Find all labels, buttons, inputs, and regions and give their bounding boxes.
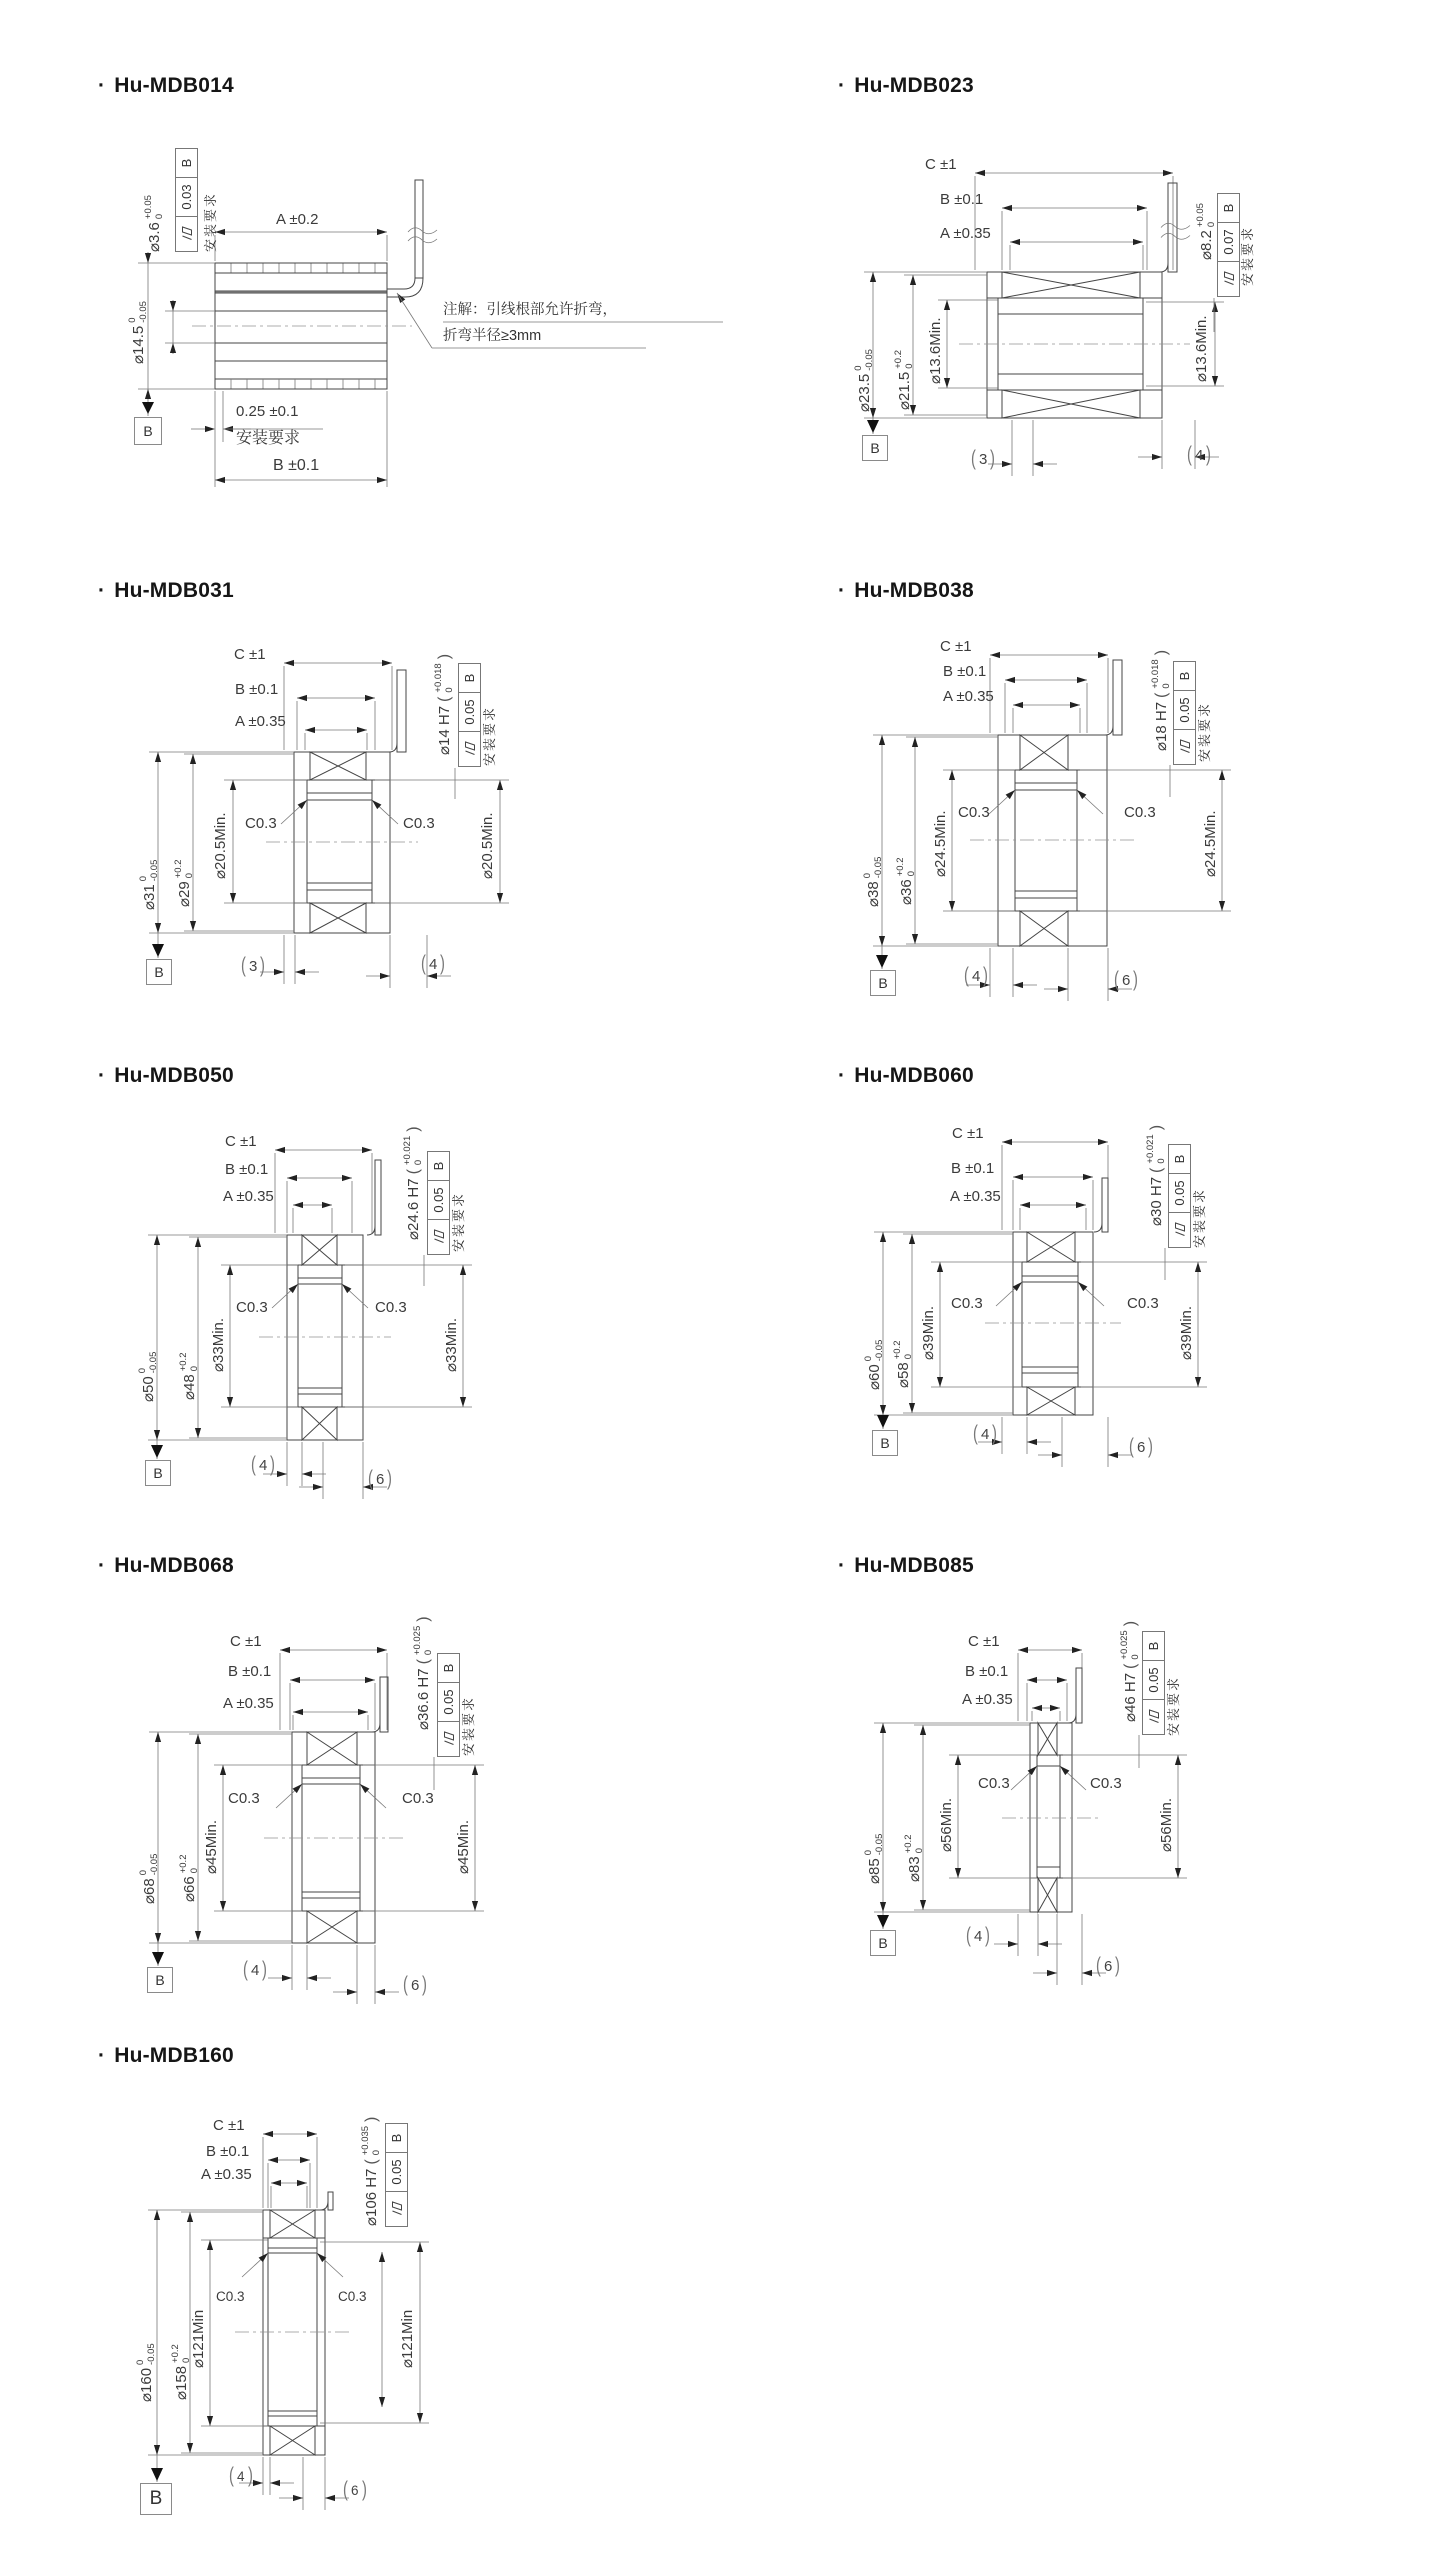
bore-min-label: ⌀20.5Min.	[212, 812, 229, 879]
dim-a-label: A ±0.35	[962, 1691, 1013, 1708]
ref-right: ( 6 )	[403, 1973, 428, 1996]
chamfer-left-label: C0.3	[978, 1775, 1010, 1792]
install-note: 安装要求	[1192, 1187, 1207, 1248]
chamfer-left-label: C0.3	[951, 1295, 983, 1312]
inner-dia-label: ⌀36 +0.2 0	[895, 857, 917, 905]
model-title: · Hu-MDB068	[98, 1554, 234, 1577]
parallelism-icon	[175, 216, 198, 252]
datum-b-box: B	[862, 435, 888, 461]
chamfer-right-label: C0.3	[338, 2289, 367, 2304]
bore-min-label-right: ⌀56Min.	[1158, 1797, 1175, 1852]
panel-hu-mdb050	[70, 1050, 710, 1555]
dim-c-label: C ±1	[230, 1633, 262, 1650]
model-title: · Hu-MDB031	[98, 579, 234, 602]
datum-b-box: B	[147, 1967, 173, 1993]
bore-min-label-right: ⌀45Min.	[455, 1819, 472, 1874]
datum-b-box: B	[870, 970, 896, 996]
dim-b-label: B ±0.1	[965, 1663, 1009, 1680]
model-title: · Hu-MDB038	[838, 579, 974, 602]
parallelism-icon	[437, 1721, 460, 1757]
dim-b-label: B ±0.1	[228, 1663, 272, 1680]
ref-left: ( 3 )	[971, 447, 996, 470]
dim-a-label: A ±0.2	[276, 211, 319, 228]
install-note: 安装要求	[1240, 225, 1255, 286]
install-note: 安装要求	[451, 1191, 466, 1252]
bore-min-label: ⌀121Min	[190, 2309, 207, 2368]
feature-control-frame: 0.05 B	[1168, 1145, 1191, 1248]
panel-hu-mdb060	[810, 1050, 1440, 1555]
dim-b-label: B ±0.1	[235, 681, 279, 698]
outer-dia-label: ⌀160 0 -0.05	[135, 2343, 157, 2402]
ref-right: ( 6 )	[1096, 1954, 1121, 1977]
bore-min-label: ⌀24.5Min.	[932, 810, 949, 877]
chamfer-right-label: C0.3	[1090, 1775, 1122, 1792]
dim-a-label: A ±0.35	[950, 1188, 1001, 1205]
outer-dia-label: ⌀14.5 0 -0.05	[127, 301, 149, 364]
parallelism-icon	[385, 2191, 408, 2227]
feature-control-frame: 0.05 B	[385, 2124, 408, 2227]
install-note: 安装要求	[461, 1695, 476, 1756]
chamfer-left-label: C0.3	[216, 2289, 245, 2304]
feature-control-frame	[175, 149, 198, 252]
ref-right: ( 4 )	[1187, 443, 1212, 466]
dim-c-label: C ±1	[234, 646, 266, 663]
install-note-bottom: 安装要求	[236, 430, 301, 447]
model-title: · Hu-MDB085	[838, 1554, 974, 1577]
parallelism-icon	[1168, 1212, 1191, 1248]
chamfer-right-label: C0.3	[403, 815, 435, 832]
bore-min-label-right: ⌀33Min.	[443, 1317, 460, 1372]
panel-hu-mdb085	[810, 1540, 1440, 2045]
bore-min-label-right: ⌀39Min.	[1178, 1305, 1195, 1360]
bore-min-label: ⌀39Min.	[920, 1305, 937, 1360]
shaft-dia-label: ⌀14 H7 ( +0.018 0 )	[433, 653, 455, 755]
parallelism-icon	[427, 1219, 450, 1255]
ref-right: ( 6 )	[1114, 968, 1139, 991]
dim-c-label: C ±1	[925, 156, 957, 173]
panel-hu-mdb023	[810, 60, 1440, 560]
feature-control-frame: 0.05 B	[458, 664, 481, 767]
dim-a-label: A ±0.35	[201, 2166, 252, 2183]
ref-left: ( 4 )	[229, 2464, 253, 2487]
dim-b-label: B ±0.1	[273, 457, 320, 474]
bore-min-label: ⌀33Min.	[210, 1317, 227, 1372]
ref-right: ( 6 )	[1129, 1435, 1154, 1458]
hu-mdb023-drawing	[810, 60, 1440, 560]
dim-b-label: B ±0.1	[943, 663, 987, 680]
fcf-tolerance: 0.03	[175, 177, 198, 217]
install-note: 安装要求	[1197, 701, 1212, 762]
chamfer-right-label: C0.3	[375, 1299, 407, 1316]
dim-a-label: A ±0.35	[235, 713, 286, 730]
datum-b-box: B	[870, 1930, 896, 1956]
bore-min-label-right: ⌀20.5Min.	[479, 812, 496, 879]
inner-dia-label: ⌀21.5 +0.2 0	[893, 350, 915, 410]
feature-control-frame: 0.05 B	[427, 1152, 450, 1255]
bullet: ·	[98, 74, 106, 97]
ref-left: ( 4 )	[243, 1958, 268, 1981]
outer-dia-label: ⌀31 0 -0.05	[138, 859, 160, 910]
parallelism-icon	[1217, 261, 1240, 297]
chamfer-left-label: C0.3	[958, 804, 990, 821]
outer-dia-label: ⌀50 0 -0.05	[137, 1351, 159, 1402]
lead-dia-label: ⌀3.6 +0.05 0	[143, 195, 165, 252]
outer-dia-label: ⌀23.5 0 -0.05	[853, 349, 875, 412]
dim-a-label: A ±0.35	[223, 1188, 274, 1205]
hu-mdb085-drawing	[810, 1540, 1440, 2045]
chamfer-left-label: C0.3	[245, 815, 277, 832]
dim-a-label: A ±0.35	[940, 225, 991, 242]
dim-c-label: C ±1	[952, 1125, 984, 1142]
panel-hu-mdb014	[70, 60, 730, 560]
bore-min-label-right: ⌀121Min	[399, 2309, 416, 2368]
shaft-dia-label: ⌀8.2 +0.05 0	[1195, 203, 1217, 260]
chamfer-left-label: C0.3	[236, 1299, 268, 1316]
outer-dia-label: ⌀85 0 -0.05	[863, 1833, 885, 1884]
lead-note-line2: 折弯半径≥3mm	[443, 328, 542, 344]
dim-b-label: B ±0.1	[225, 1161, 269, 1178]
parallelism-icon	[1173, 729, 1196, 765]
chamfer-right-label: C0.3	[1124, 804, 1156, 821]
dim-c-label: C ±1	[225, 1133, 257, 1150]
ref-right: ( 6 )	[368, 1467, 393, 1490]
install-note: 安装要求	[1166, 1675, 1181, 1736]
ref-right: ( 6 )	[343, 2478, 367, 2501]
bore-min-label: ⌀13.6Min.	[927, 317, 944, 384]
lead-note-line1: 注解：引线根部允许折弯，	[443, 302, 617, 318]
shaft-dia-label: ⌀46 H7 ( +0.025 0 )	[1119, 1620, 1141, 1722]
shaft-dia-label: ⌀18 H7 ( +0.018 0 )	[1150, 649, 1172, 751]
feature-control-frame: 0.05 B	[1173, 662, 1196, 765]
feature-control-frame: 0.07 B	[1217, 194, 1240, 297]
dim-a-label: A ±0.35	[943, 688, 994, 705]
model-title: · Hu-MDB160	[98, 2044, 234, 2067]
inner-dia-label: ⌀66 +0.2 0	[178, 1854, 200, 1902]
model-title: · Hu-MDB060	[838, 1064, 974, 1087]
hu-mdb014-drawing	[70, 60, 730, 560]
install-note: 安装要求	[482, 705, 497, 766]
hu-mdb060-drawing	[810, 1050, 1440, 1555]
bore-min-label: ⌀56Min.	[938, 1797, 955, 1852]
ref-left: ( 4 )	[964, 964, 989, 987]
chamfer-right-label: C0.3	[1127, 1295, 1159, 1312]
panel-hu-mdb031	[70, 565, 710, 1065]
shaft-dia-label: ⌀106 H7 ( +0.035 0 )	[360, 2116, 382, 2226]
dim-b-label: B ±0.1	[206, 2143, 250, 2160]
feature-control-frame: 0.05 B	[437, 1654, 460, 1757]
inner-dia-label: ⌀83 +0.2 0	[903, 1834, 925, 1882]
panel-hu-mdb160	[70, 2030, 730, 2576]
install-note: 安装要求	[203, 191, 218, 252]
shaft-dia-label: ⌀36.6 H7 ( +0.025 0 )	[412, 1616, 434, 1730]
hu-mdb031-drawing	[70, 565, 710, 1065]
shaft-dia-label: ⌀24.6 H7 ( +0.021 0 )	[402, 1126, 424, 1240]
ref-left: ( 3 )	[241, 954, 266, 977]
model-title: · Hu-MDB050	[98, 1064, 234, 1087]
outer-dia-label: ⌀38 0 -0.05	[862, 856, 884, 907]
ref-left: ( 4 )	[973, 1422, 998, 1445]
feature-control-frame: 0.05 B	[1142, 1632, 1165, 1735]
parallelism-icon	[1142, 1699, 1165, 1735]
outer-dia-label: ⌀60 0 -0.05	[863, 1339, 885, 1390]
fcf-datum: B	[175, 148, 198, 178]
ref-left: ( 4 )	[251, 1453, 276, 1476]
outer-dia-label: ⌀68 0 -0.05	[138, 1853, 160, 1904]
dim-c-label: C ±1	[968, 1633, 1000, 1650]
panel-hu-mdb068	[70, 1540, 710, 2045]
parallelism-icon	[458, 731, 481, 767]
offset-dim-label: 0.25 ±0.1	[236, 403, 299, 420]
inner-dia-label: ⌀29 +0.2 0	[173, 859, 195, 907]
chamfer-right-label: C0.3	[402, 1790, 434, 1807]
bore-min-label-right: ⌀24.5Min.	[1202, 810, 1219, 877]
inner-dia-label: ⌀58 +0.2 0	[892, 1340, 914, 1388]
datum-b-box: B	[134, 417, 162, 445]
dim-a-label: A ±0.35	[223, 1695, 274, 1712]
dim-c-label: C ±1	[213, 2117, 245, 2134]
datum-b-box: B	[145, 1460, 171, 1486]
bore-min-label: ⌀45Min.	[203, 1819, 220, 1874]
inner-dia-label: ⌀48 +0.2 0	[178, 1352, 200, 1400]
model-title: · Hu-MDB023	[838, 74, 974, 97]
dim-c-label: C ±1	[940, 638, 972, 655]
shaft-dia-label: ⌀30 H7 ( +0.021 0 )	[1145, 1124, 1167, 1226]
bore-min-label-right: ⌀13.6Min.	[1193, 315, 1210, 382]
panel-hu-mdb038	[810, 565, 1440, 1065]
ref-right: ( 4 )	[421, 952, 446, 975]
datum-b-box: B	[146, 959, 172, 985]
datum-b-box: B	[872, 1430, 898, 1456]
datum-b-box: B	[140, 2483, 172, 2515]
inner-dia-label: ⌀158 +0.2 0	[170, 2344, 192, 2400]
dim-b-label: B ±0.1	[940, 191, 984, 208]
model-title: · Hu-MDB014	[98, 74, 234, 97]
dim-b-label: B ±0.1	[951, 1160, 995, 1177]
chamfer-left-label: C0.3	[228, 1790, 260, 1807]
ref-left: ( 4 )	[966, 1924, 991, 1947]
